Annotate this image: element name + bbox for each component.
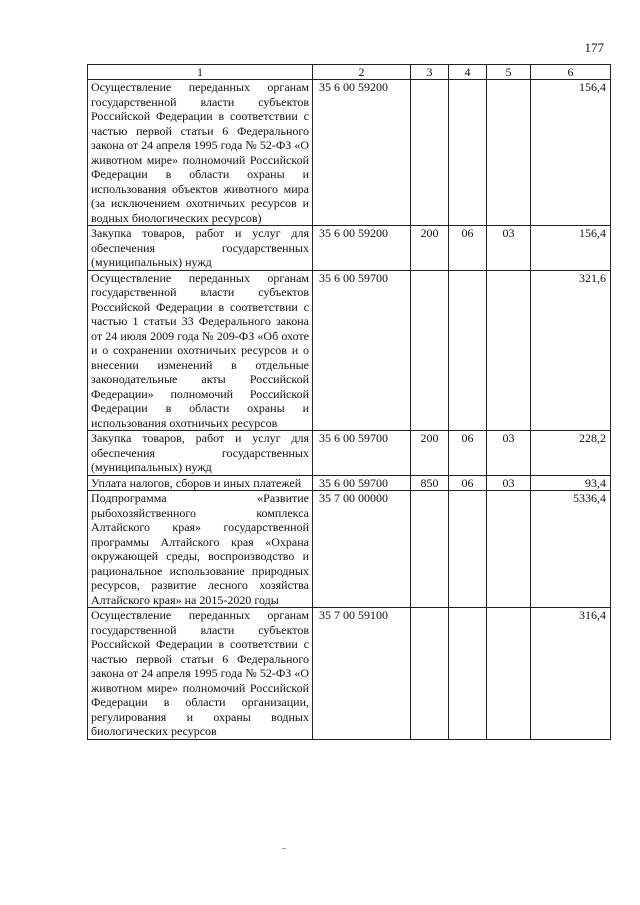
amount: 321,6 [531, 270, 611, 431]
item-code: 35 6 00 59700 [313, 475, 411, 491]
budget-table [87, 64, 611, 740]
amount: 5336,4 [531, 491, 611, 608]
section [449, 608, 487, 740]
table-row [88, 226, 611, 271]
header-cell: 1 [88, 65, 313, 80]
expense-type [411, 608, 449, 740]
section: 06 [449, 226, 487, 271]
table-row [88, 270, 611, 431]
subsection [487, 270, 531, 431]
header-cell: 4 [449, 65, 487, 80]
subsection: 03 [487, 475, 531, 491]
expense-type [411, 491, 449, 608]
section [449, 270, 487, 431]
section [449, 491, 487, 608]
item-name: Закупка товаров, работ и услуг для обеспечения государственных (муниципальных) нужд [88, 226, 313, 271]
scan-speck [282, 848, 286, 849]
item-name: Осуществление переданных органам государственной власти субъектов Российской Федерации в соответствии с частью первой статьи 6 Федерального закона от 24 апреля 1995 года № 52-ФЗ «О животном мире» полномочий Российской Федерации в области охраны и использования объектов животного мира (за исключением охотничьих ресурсов и водных биологических ресурсов) [88, 80, 313, 226]
table-row [88, 431, 611, 476]
item-code: 35 7 00 59100 [313, 608, 411, 740]
section: 06 [449, 475, 487, 491]
page-number: 177 [584, 40, 604, 55]
header-cell: 6 [531, 65, 611, 80]
subsection [487, 608, 531, 740]
item-code: 35 6 00 59700 [313, 270, 411, 431]
item-name: Осуществление переданных органам государственной власти субъектов Российской Федерации в соответствии с частью первой статьи 6 Федерального закона от 24 апреля 1995 года № 52-ФЗ «О животном мире» полномочий Российской Федерации в области организации, регулирования и охраны водных биологических ресурсов [88, 608, 313, 740]
expense-type: 850 [411, 475, 449, 491]
amount: 93,4 [531, 475, 611, 491]
expense-type: 200 [411, 226, 449, 271]
table-row [88, 491, 611, 608]
header-row [88, 65, 611, 80]
expense-type [411, 270, 449, 431]
header-cell: 3 [411, 65, 449, 80]
amount: 228,2 [531, 431, 611, 476]
expense-type: 200 [411, 431, 449, 476]
subsection: 03 [487, 431, 531, 476]
item-code: 35 7 00 00000 [313, 491, 411, 608]
table-row [88, 80, 611, 226]
amount: 156,4 [531, 80, 611, 226]
item-name: Уплата налогов, сборов и иных платежей [88, 475, 313, 491]
item-code: 35 6 00 59700 [313, 431, 411, 476]
subsection [487, 80, 531, 226]
amount: 156,4 [531, 226, 611, 271]
header-cell: 2 [313, 65, 411, 80]
subsection: 03 [487, 226, 531, 271]
expense-type [411, 80, 449, 226]
section [449, 80, 487, 226]
subsection [487, 491, 531, 608]
table-row [88, 608, 611, 740]
item-name: Закупка товаров, работ и услуг для обеспечения государственных (муниципальных) нужд [88, 431, 313, 476]
table-row [88, 475, 611, 491]
item-code: 35 6 00 59200 [313, 226, 411, 271]
item-code: 35 6 00 59200 [313, 80, 411, 226]
header-cell: 5 [487, 65, 531, 80]
item-name: Осуществление переданных органам государственной власти субъектов Российской Федерации в соответствии с частью 1 статьи 33 Федерального закона от 24 июля 2009 года № 209-ФЗ «Об охоте и о сохранении охотничьих ресурсов и о внесении изменений в отдельные законодательные акты Российской Федерации» полномочий Российской Федерации в области охраны и использования охотничьих ресурсов [88, 270, 313, 431]
amount: 316,4 [531, 608, 611, 740]
section: 06 [449, 431, 487, 476]
item-name: Подпрограмма «Развитие рыбохозяйственного комплекса Алтайского края» государственной программы Алтайского края «Охрана окружающей среды, воспроизводство и рациональное использование природных ресурсов, развитие лесного хозяйства Алтайского края» на 2015-2020 годы [88, 491, 313, 608]
